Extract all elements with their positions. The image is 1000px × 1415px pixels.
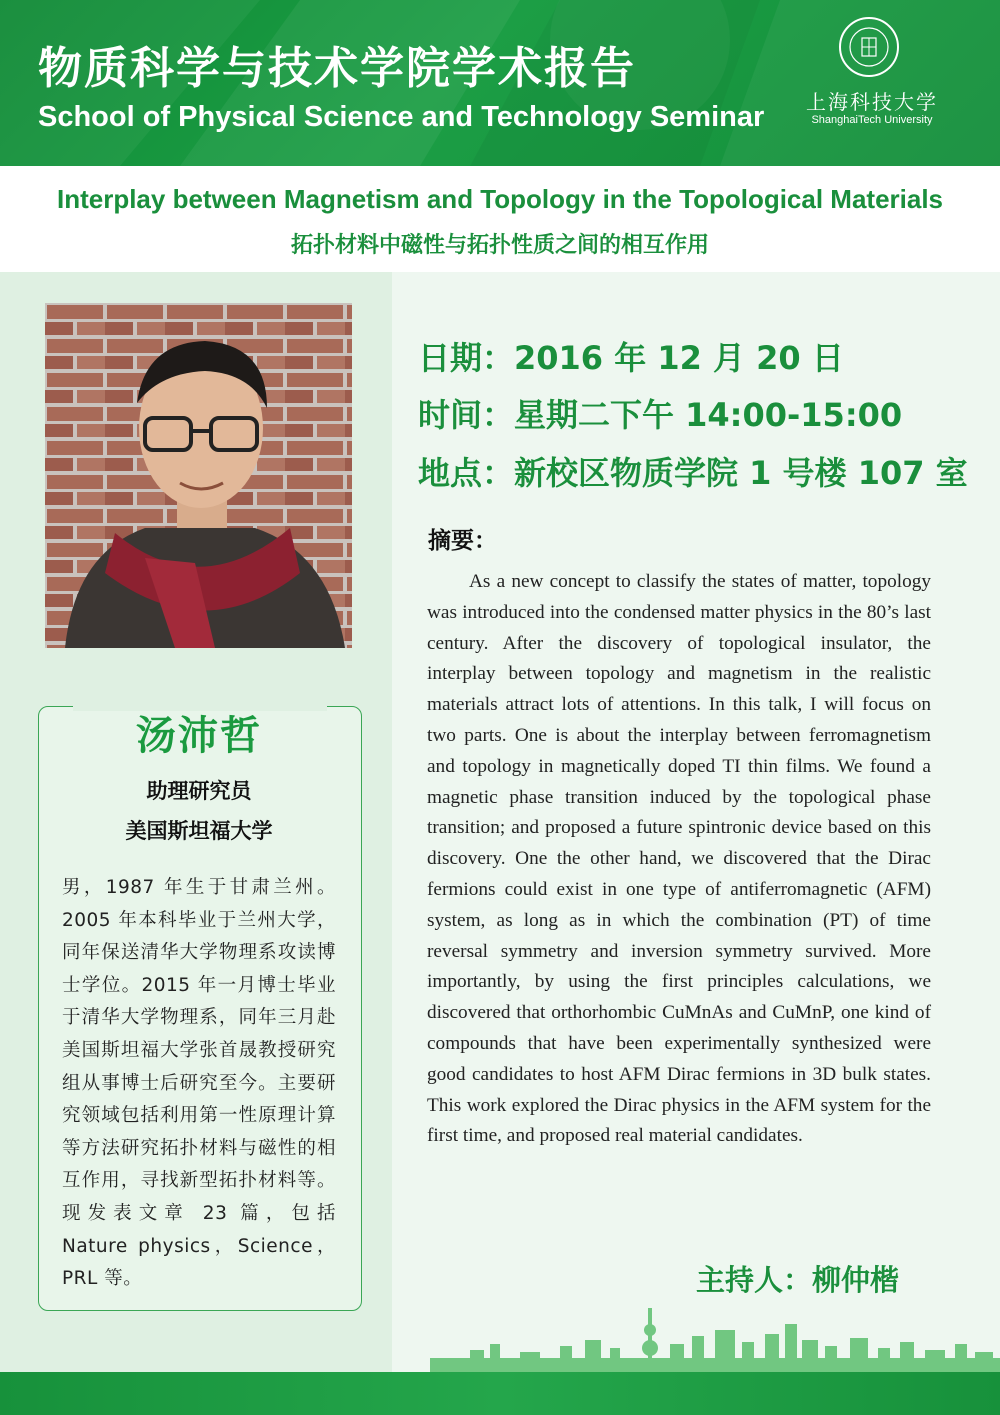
university-name-cn: 上海科技大学 — [806, 90, 938, 114]
host-name: 主持人：柳仲楷 — [696, 1263, 900, 1297]
event-date: 日期：2016 年 12 月 20 日 — [418, 339, 844, 377]
talk-title-cn: 拓扑材料中磁性与拓扑性质之间的相互作用 — [290, 233, 709, 258]
event-location: 地点：新校区物质学院 1 号楼 107 室 — [418, 454, 968, 492]
abstract-text: As a new concept to classify the states of matter, topology was introduced into the condensed matter physics in the 80’s last century. After the discovery of topological insulator, the interplay between topology and magnetism in the realistic materials attract lots of attentions. In this talk, I will focus on two parts. One is about the interplay between ferromagnetism and topology in magnetically doped TI thin films. We found a magnetic phase transition induced by the topological phase transition; and proposed a future spintronic device based on this discovery. One the other hand, we discovered that the Dirac fermions could exist in one type of antiferromagnetic (AFM) system, as long as in which the combination (PT) of time reversal symmetry and inversion symmetry survived. More importantly, by using the first principles calculations, we discovered that orthorhombic CuMnAs and CuMnP, one kind of compounds that have been experimentally synthesized were good candidates to host AFM Dirac fermions in 3D bulk states. This work explored the Dirac physics in the AFM system for the first time, and proposed real material candidates. — [427, 571, 931, 1147]
speaker-role: 助理研究员 — [146, 779, 252, 803]
talk-title-en: Interplay between Magnetism and Topology in the Topological Materials — [56, 184, 944, 214]
university-seal-icon — [838, 16, 900, 78]
school-title-en: School of Physical Science and Technology Seminar — [38, 101, 765, 133]
footer-bar — [0, 1372, 1000, 1415]
header-banner — [0, 0, 1000, 166]
city-skyline-icon — [430, 1300, 1000, 1380]
talk-title-bar — [0, 166, 1000, 272]
university-name-en: ShanghaiTech University — [811, 114, 933, 126]
event-time: 时间：星期二下午 14:00-15:00 — [418, 396, 903, 434]
speaker-affiliation: 美国斯坦福大学 — [125, 819, 273, 843]
speaker-name: 汤沛哲 — [136, 713, 262, 759]
speaker-photo — [45, 303, 352, 648]
abstract-label: 摘要： — [428, 528, 497, 554]
school-title-cn: 物质科学与技术学院学术报告 — [38, 43, 636, 94]
speaker-bio: 男，1987 年生于甘肃兰州。2005 年本科毕业于兰州大学，同年保送清华大学物理系攻读博士学位。2015 年一月博士毕业于清华大学物理系，同年三月赴美国斯坦福大学张首晟教授研究组从事博士后研究至今。主要研究领域包括利用第一性原理计算等方法研究拓扑材料与磁性的相互作用，寻找新型拓扑材料等。现发表文章 23 篇，包括 Nature physics，Science， PRL 等。 — [62, 877, 336, 1290]
